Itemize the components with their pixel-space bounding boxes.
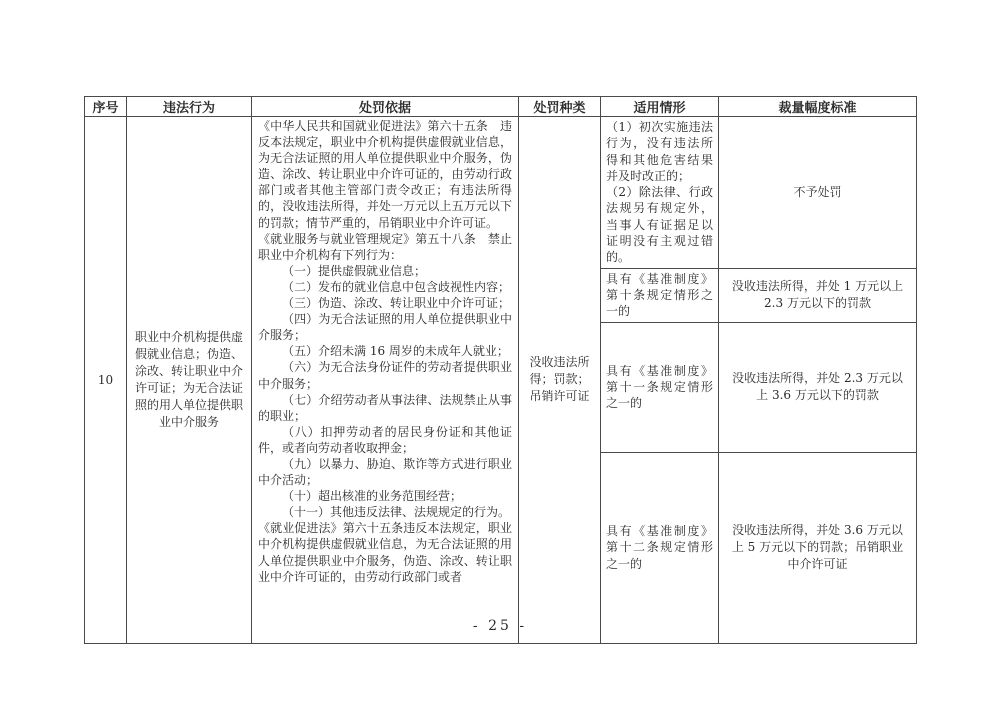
basis-paragraph: 《就业服务与就业管理规定》第五十八条 禁止职业中介机构有下列行为：	[258, 231, 512, 262]
cell-standard-3: 没收违法所得，并处 2.3 万元以上 3.6 万元以下的罚款	[719, 322, 917, 452]
situation-item: 具有《基准制度》第十条规定情形之一的	[606, 271, 713, 319]
cell-situation-4	[601, 452, 719, 643]
header-penalty-type: 处罚种类	[519, 97, 601, 117]
situation-item: （1）初次实施违法行为，没有违法所得和其他危害结果并及时改正的；	[606, 120, 713, 183]
cell-situation-1	[601, 117, 719, 269]
situation-item: 具有《基准制度》第十一条规定情形之一的	[606, 363, 713, 411]
header-seq: 序号	[85, 97, 127, 117]
header-situation: 适用情形	[601, 97, 719, 117]
basis-paragraph: （九）以暴力、胁迫、欺诈等方式进行职业中介活动；	[258, 456, 512, 488]
table-header-row	[85, 97, 917, 117]
cell-situation-3	[601, 322, 719, 452]
situation-item: （2）除法律、行政法规另有规定外，当事人有证据足以证明没有主观过错的。	[606, 185, 713, 265]
basis-paragraph: 《就业促进法》第六十五条违反本法规定，职业中介机构提供虚假就业信息，为无合法证照的用人单位提供职业中介服务，伪造、涂改、转让职业中介许可证的，由劳动行政部门或者	[258, 521, 512, 584]
basis-paragraph: （三）伪造、涂改、转让职业中介许可证；	[282, 296, 511, 311]
header-standard: 裁量幅度标准	[719, 97, 917, 117]
table-row	[85, 117, 917, 269]
basis-paragraph: （六）为无合法身份证件的劳动者提供职业中介服务；	[258, 360, 512, 391]
cell-standard-1: 不予处罚	[719, 117, 917, 269]
basis-paragraph: （一）提供虚假就业信息；	[282, 263, 427, 278]
cell-violation: 职业中介机构提供虚假就业信息；伪造、涂改、转让职业中介许可证；为无合法证照的用人单位提供职业中介服务	[127, 117, 252, 644]
cell-penalty-types: 没收违法所得；罚款；吊销许可证	[519, 117, 601, 644]
header-violation: 违法行为	[127, 97, 252, 117]
penalty-discretion-table	[84, 96, 917, 644]
basis-paragraph: （十一）其他违反法律、法规规定的行为。	[282, 505, 511, 520]
cell-standard-4: 没收违法所得，并处 3.6 万元以上 5 万元以下的罚款；吊销职业中介许可证	[719, 452, 917, 643]
basis-paragraph: （二）发布的就业信息中包含歧视性内容；	[282, 279, 511, 294]
cell-penalty-basis	[252, 117, 519, 644]
basis-paragraph: （七）介绍劳动者从事法律、法规禁止从事的职业；	[258, 392, 512, 423]
basis-paragraph: （八）扣押劳动者的居民身份证和其他证件，或者向劳动者收取押金；	[258, 424, 512, 455]
page-number: - 25 -	[472, 618, 528, 634]
cell-seq-number: 10	[85, 117, 127, 644]
basis-paragraph: （四）为无合法证照的用人单位提供职业中介服务；	[258, 312, 512, 343]
cell-standard-2: 没收违法所得，并处 1 万元以上 2.3 万元以下的罚款	[719, 268, 917, 322]
situation-item: 具有《基准制度》第十二条规定情形之一的	[606, 524, 713, 571]
cell-situation-2	[601, 268, 719, 322]
basis-paragraph: （五）介绍未满 16 周岁的未成年人就业；	[282, 344, 509, 359]
basis-paragraph: 《中华人民共和国就业促进法》第六十五条 违反本法规定，职业中介机构提供虚假就业信息，为无合法证照的用人单位提供职业中介服务，伪造、涂改、转让职业中介许可证的，由劳动行政部门或者其他主管部门责令改正；有违法所得的，没收违法所得，并处一万元以上五万元以下的罚款；情节严重的，吊销职业中介许可证。	[258, 119, 512, 230]
header-basis: 处罚依据	[252, 97, 519, 117]
basis-paragraph: （十）超出核准的业务范围经营；	[282, 489, 463, 504]
